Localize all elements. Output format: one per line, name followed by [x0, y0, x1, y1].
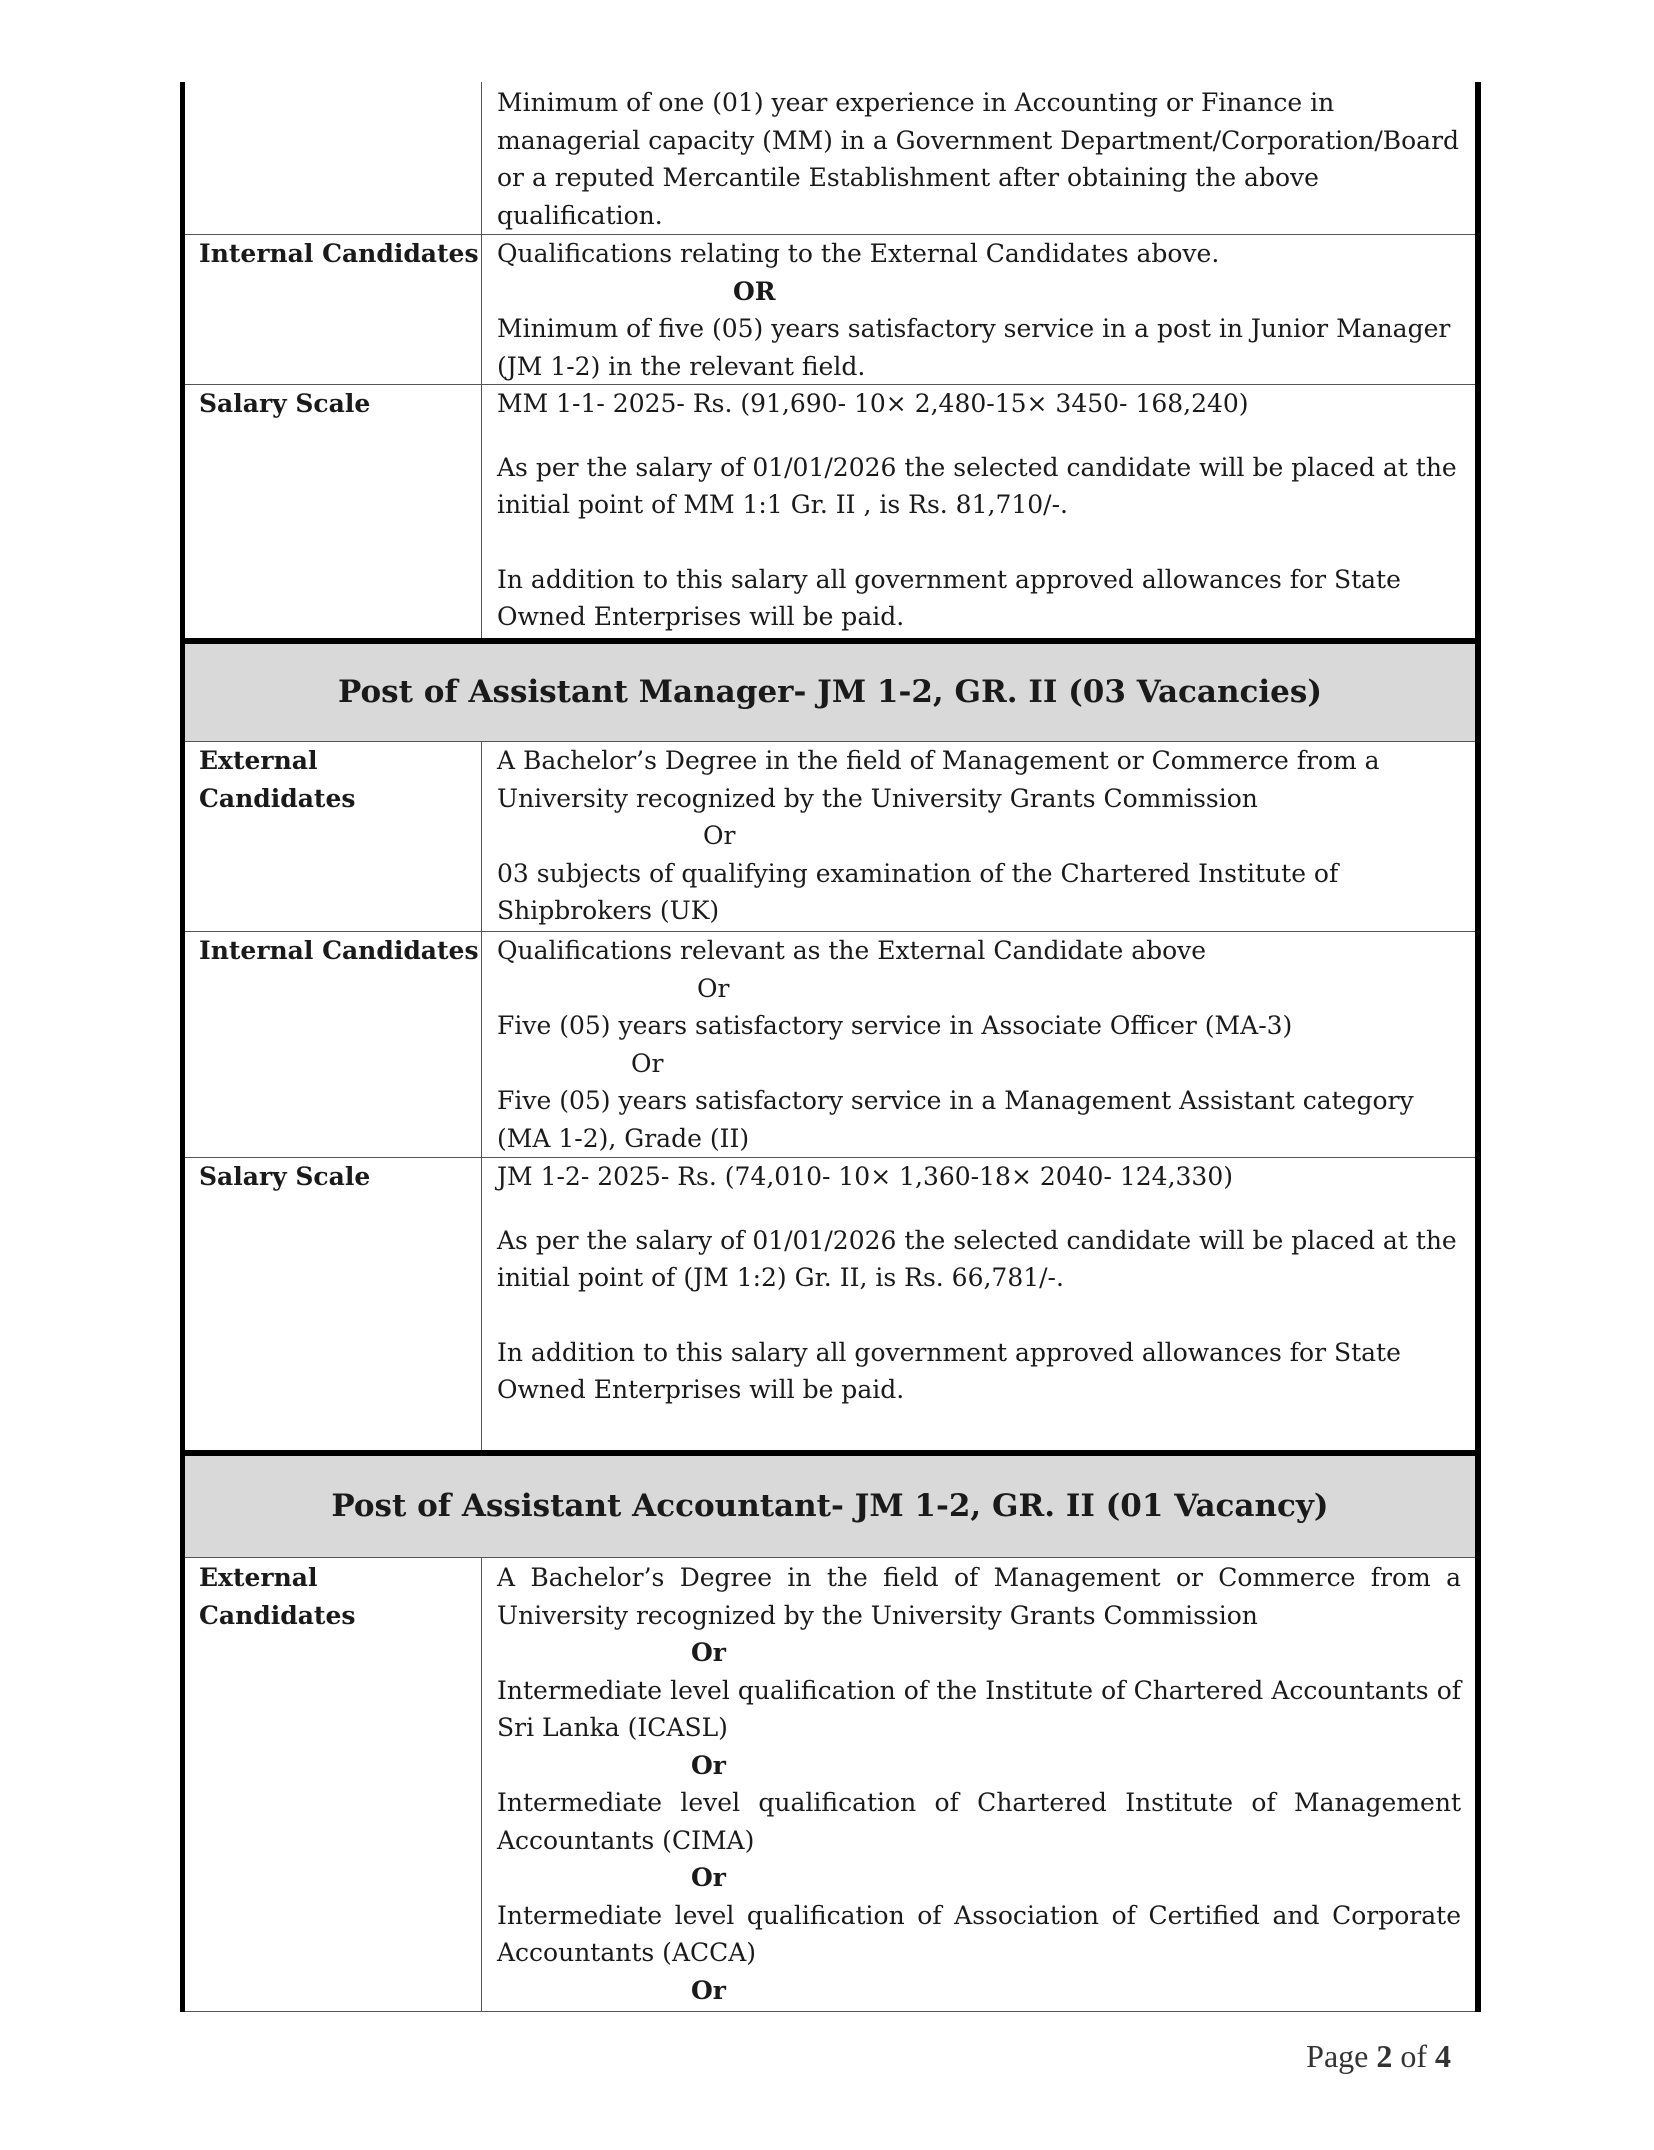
salary-scale-row: [185, 384, 1475, 644]
aa-or-separator: Or: [691, 1750, 726, 1780]
section-heading-assistant-manager: Post of Assistant Manager- JM 1-2, GR. II (03 Vacancies): [185, 644, 1475, 742]
experience-cell: [482, 82, 1475, 234]
am-internal-line-3: Five (05) years satisfactory service in a Management Assistant category (MA 1-2), Grade (II): [497, 1086, 1414, 1153]
salary-scale-text: MM 1-1- 2025- Rs. (91,690- 10× 2,480-15× 3450- 168,240): [497, 389, 1249, 418]
am-external-cell: [482, 742, 1475, 931]
aa-or-separator: Or: [691, 1975, 726, 2005]
am-external-label: External Candidates: [185, 742, 482, 931]
document-table: [180, 82, 1481, 2012]
am-or-separator: Or: [697, 973, 730, 1003]
internal-candidates-label: Internal Candidates: [185, 235, 482, 384]
salary-scale-label: Salary Scale: [185, 385, 482, 638]
internal-line-1: Qualifications relating to the External Candidates above.: [497, 239, 1220, 268]
am-salary-cell: [482, 1158, 1475, 1450]
aa-external-label: External Candidates: [185, 1558, 482, 2011]
internal-line-2: Minimum of five (05) years satisfactory service in a post in Junior Manager (JM 1-2) in the relevant field.: [497, 314, 1451, 381]
salary-allowance-text: In addition to this salary all government approved allowances for State Owned Enterprises will be paid.: [497, 564, 1401, 631]
am-internal-cell: [482, 932, 1475, 1157]
aa-line-2: Intermediate level qualification of the Institute of Chartered Accountants of Sri Lanka (ICASL): [497, 1675, 1461, 1742]
aa-line-4: Intermediate level qualification of Association of Certified and Corporate Accountants (ACCA): [497, 1900, 1461, 1967]
page-total: 4: [1435, 2038, 1451, 2074]
experience-row: [185, 82, 1475, 234]
am-salary-scale-text: JM 1-2- 2025- Rs. (74,010- 10× 1,360-18× 2040- 124,330): [497, 1162, 1233, 1191]
page-of: of: [1400, 2038, 1427, 2074]
experience-text: Minimum of one (01) year experience in Accounting or Finance in managerial capacity (MM) in a Government Department/Corporation/Board or a reputed Mercantile Establishment after obtaining the above qualification.: [497, 88, 1460, 230]
empty-label-cell: [185, 82, 482, 234]
am-external-line-2: 03 subjects of qualifying examination of the Chartered Institute of Shipbrokers (UK): [497, 858, 1339, 925]
internal-candidates-cell: [482, 235, 1475, 384]
am-internal-line-1: Qualifications relevant as the External Candidate above: [497, 936, 1207, 965]
am-salary-placement-text: As per the salary of 01/01/2026 the selected candidate will be placed at the initial point of (JM 1:2) Gr. II, is Rs. 66,781/-.: [497, 1225, 1457, 1292]
salary-placement-text: As per the salary of 01/01/2026 the selected candidate will be placed at the initial point of MM 1:1 Gr. II , is Rs. 81,710/-.: [497, 452, 1457, 519]
am-or-separator: Or: [703, 821, 736, 850]
am-external-line-1: A Bachelor’s Degree in the field of Management or Commerce from a University recognized by the University Grants Commission: [497, 746, 1380, 813]
aa-or-separator: Or: [691, 1638, 726, 1667]
am-salary-row: [185, 1157, 1475, 1456]
or-separator: OR: [733, 276, 776, 306]
page-current: 2: [1376, 2038, 1393, 2074]
am-salary-label: Salary Scale: [185, 1158, 482, 1450]
am-internal-line-2: Five (05) years satisfactory service in Associate Officer (MA-3): [497, 1011, 1293, 1040]
page-number: [1306, 2038, 1451, 2075]
aa-external-row: [185, 1558, 1475, 2012]
page-word: Page: [1306, 2038, 1369, 2074]
am-internal-label: Internal Candidates: [185, 932, 482, 1157]
am-internal-row: [185, 931, 1475, 1157]
am-salary-allowance-text: In addition to this salary all government approved allowances for State Owned Enterprises will be paid.: [497, 1337, 1401, 1404]
aa-or-separator: Or: [691, 1863, 726, 1892]
internal-candidates-row: [185, 234, 1475, 384]
aa-line-1: A Bachelor’s Degree in the field of Management or Commerce from a University recognized by the University Grants Commission: [497, 1563, 1461, 1630]
section-heading-assistant-accountant: Post of Assistant Accountant- JM 1-2, GR. II (01 Vacancy): [185, 1456, 1475, 1558]
am-or-separator: Or: [631, 1048, 664, 1078]
aa-external-cell: [482, 1558, 1475, 2011]
am-external-row: [185, 742, 1475, 931]
aa-line-3: Intermediate level qualification of Chartered Institute of Management Accountants (CIMA): [497, 1788, 1461, 1855]
salary-scale-cell: [482, 385, 1475, 638]
